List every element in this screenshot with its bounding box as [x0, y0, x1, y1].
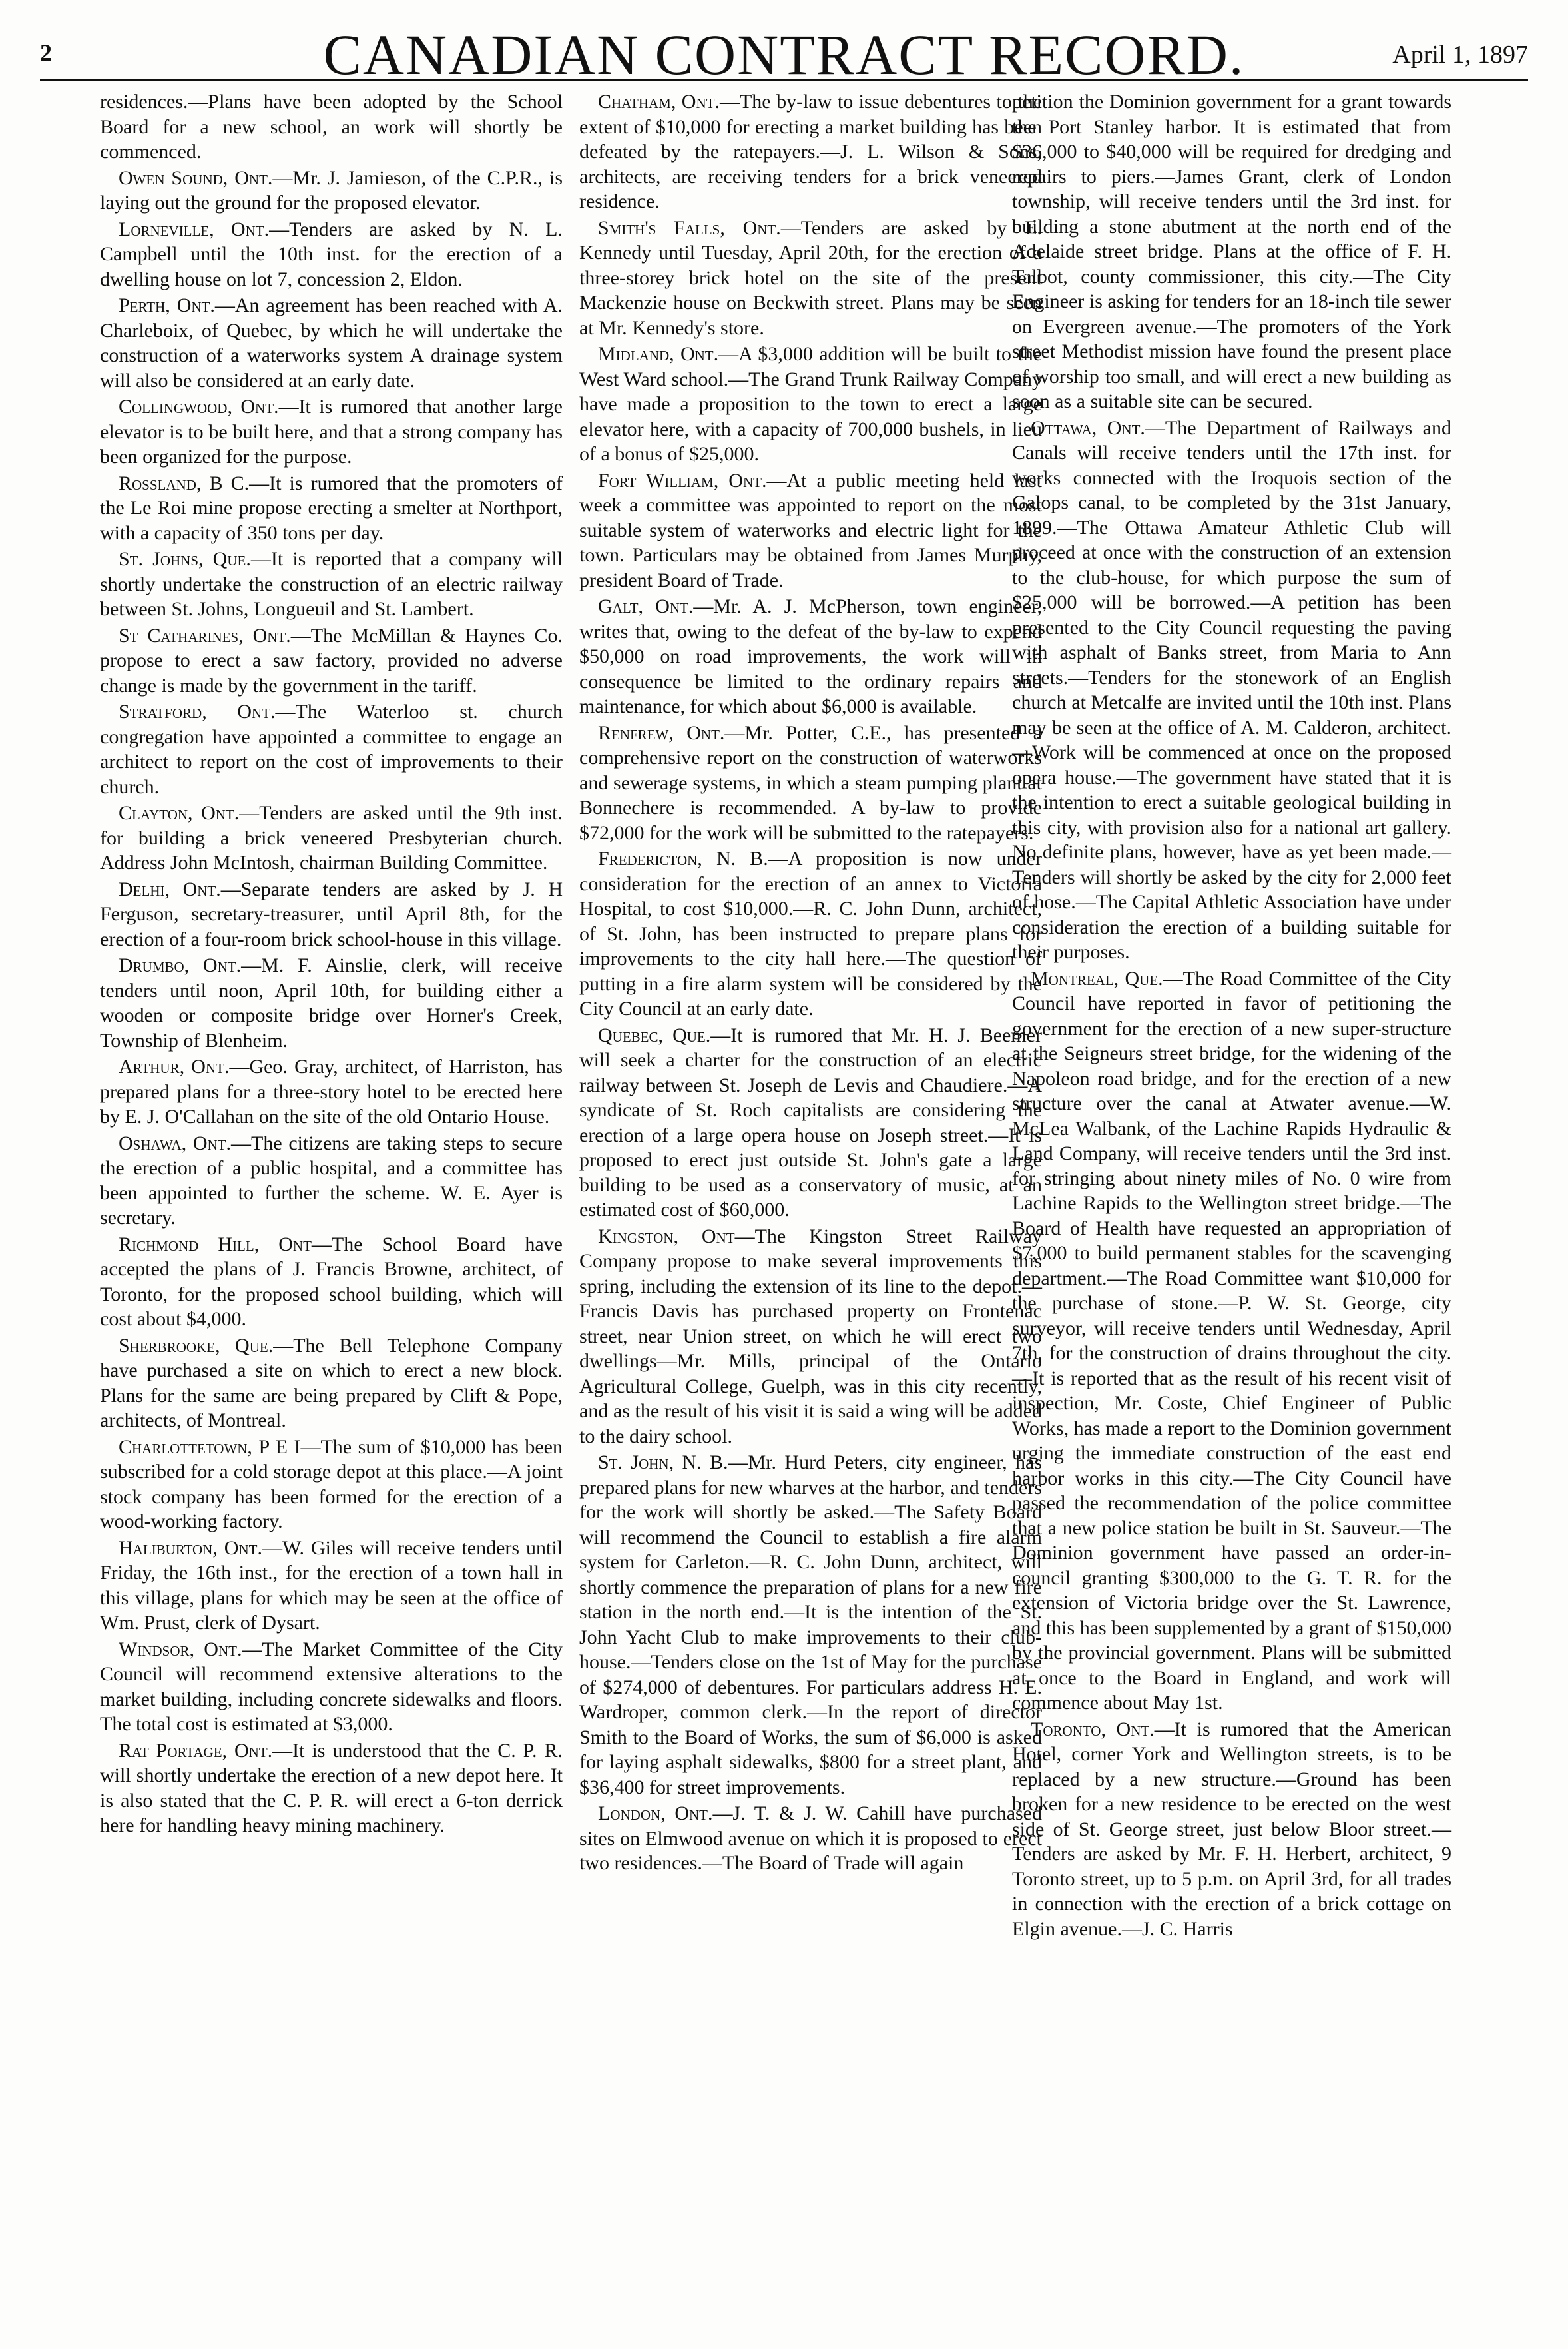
column-2	[579, 89, 1042, 1877]
item-text: —The citizens are taking steps to secure the erection of a public hospital, and a committee has been appointed to further the scheme. W. E. Ayer is secretary.	[100, 1132, 563, 1229]
item-dateline: Arthur, Ont.	[119, 1056, 230, 1078]
item-text: —Tenders are asked until the 9th inst. for building a brick veneered Presbyterian church. Address John McIntosh, chairman Building Committee.	[100, 802, 563, 874]
news-item	[579, 1224, 1042, 1449]
news-item	[579, 216, 1042, 341]
news-item	[100, 1054, 563, 1130]
news-item	[100, 217, 563, 292]
news-item	[100, 166, 563, 216]
item-text: —Tenders are asked by N. L. Campbell until the 10th inst. for the erection of a dwelling house on lot 7, concession 2, Eldon.	[100, 218, 563, 290]
news-item	[579, 342, 1042, 467]
item-dateline: Montreal, Que.	[1031, 967, 1163, 990]
item-dateline: Toronto, Ont.	[1031, 1718, 1155, 1740]
news-item	[100, 471, 563, 546]
news-item	[100, 1738, 563, 1838]
item-text: —The Waterloo st. church congregation have appointed a committee to engage an architect to report on the cost of improvements to their church.	[100, 701, 563, 798]
column-1	[100, 89, 563, 1840]
item-dateline: Fredericton, N. B.	[598, 848, 768, 870]
page-number: 2	[40, 39, 52, 66]
item-dateline: Oshawa, Ont.	[119, 1132, 232, 1154]
item-text: —W. Giles will receive tenders until Friday, the 16th inst., for the erection of a town hall in this village, plans for which may be seen at the office of Wm. Prust, clerk of Dysart.	[100, 1536, 563, 1634]
news-item	[100, 1637, 563, 1737]
item-dateline: Ottawa, Ont.	[1031, 416, 1145, 439]
item-dateline: Rossland, B C.	[119, 472, 250, 494]
item-dateline: Delhi, Ont.	[119, 878, 221, 900]
news-item	[100, 1333, 563, 1433]
news-item	[1012, 416, 1451, 965]
item-text: —The Kingston Street Railway Company propose to make several improvements this spring, including the extension of its line to the depot.—Francis Davis has purchased property on Frontenac street, near Union street, on which he will erect two dwellings—Mr. Mills, principal of the Ontario Agricultural College, Guelph, was in this city recently, and as the result of his visit it is said a wing will be added to the dairy school.	[579, 1225, 1042, 1447]
item-text: petition the Dominion government for a grant towards the Port Stanley harbor. It is estimated that from $36,000 to $40,000 will be required for dredging and repairs to piers.—James Grant, clerk of London township, will receive tenders until the 3rd inst. for building a stone abutment at the north end of the Adelaide street bridge. Plans at the office of F. H. Talbot, county commissioner, this city.—The City Engineer is asking for tenders for an 18-inch tile sewer on Evergreen avenue.—The promoters of the York street Methodist mission have found the present place of worship too small, and will erect a new building as soon as a suitable site can be secured.	[1012, 91, 1451, 412]
item-dateline: Richmond Hill, Ont	[119, 1233, 312, 1255]
item-text: —Tenders are asked by E. Kennedy until Tuesday, April 20th, for the erection of a three-storey brick hotel on the site of the present Mackenzie house on Beckwith street. Plans may be seen at Mr. Kennedy's store.	[579, 216, 1042, 339]
item-dateline: Collingwood, Ont.	[119, 396, 279, 418]
news-item	[579, 594, 1042, 719]
column-3	[1012, 89, 1451, 1943]
news-item	[100, 89, 563, 165]
news-item	[100, 953, 563, 1053]
news-item	[100, 1232, 563, 1332]
item-dateline: Drumbo, Ont.	[119, 954, 242, 976]
item-text: —The Bell Telephone Company have purchased a site on which to erect a new block. Plans for the same are being prepared by Clift & Pope, architects, of Montreal.	[100, 1334, 563, 1431]
item-text: —It is understood that the C. P. R. will shortly undertake the erection of a new depot here. It is also stated that the C. P. R. will erect a 6-ton derrick here for handling heavy mining machinery.	[100, 1739, 563, 1836]
item-dateline: Haliburton, Ont.	[119, 1536, 262, 1559]
item-text: —It is rumored that the American Hotel, corner York and Wellington streets, is to be replaced by a new structure.—Ground has been broken for a new residence to be erected on the west side of St. George street, just below Bloor street.—Tenders are asked by Mr. F. H. Herbert, architect, 9 Toronto street, up to 5 p.m. on April 3rd, for all trades in connection with the erection of a brick cottage on Elgin avenue.—J. C. Harris	[1012, 1718, 1451, 1940]
item-dateline: Lorneville, Ont.	[119, 218, 270, 240]
news-item	[100, 623, 563, 699]
item-text: —Mr. J. Jamieson, of the C.P.R., is laying out the ground for the proposed elevator.	[100, 167, 563, 214]
item-text: —The McMillan & Haynes Co. propose to erect a saw factory, provided no adverse change is made by the government in the tariff.	[100, 624, 563, 697]
item-text: —It is rumored that the promoters of the Le Roi mine propose erecting a smelter at Northport, with a capacity of 350 tons per day.	[100, 472, 563, 544]
news-item	[100, 293, 563, 393]
item-dateline: Midland, Ont.	[598, 343, 719, 365]
item-dateline: Chatham, Ont.	[598, 91, 720, 113]
item-dateline: Fort William, Ont.	[598, 469, 767, 492]
item-dateline: Owen Sound, Ont.	[119, 167, 273, 189]
item-dateline: Stratford, Ont.	[119, 701, 276, 723]
item-text: —The by-law to issue debentures to the extent of $10,000 for erecting a market building has been defeated by the ratepayers.—J. L. Wilson & Sons, architects, are receiving tenders for a brick veneered residence.	[579, 91, 1042, 212]
item-dateline: Smith's Falls, Ont.	[598, 216, 781, 239]
news-item	[1012, 89, 1451, 414]
news-item	[100, 1131, 563, 1231]
news-item	[100, 877, 563, 952]
item-dateline: Rat Portage, Ont.	[119, 1739, 273, 1762]
item-text: —At a public meeting held last week a committee was appointed to report on the most suitable system of waterworks and electric light for the town. Particulars may be obtained from James Murphy, president Board of Trade.	[579, 469, 1042, 591]
news-item	[100, 394, 563, 470]
item-dateline: St. Johns, Que.	[119, 548, 251, 570]
item-text: —The Road Committee of the City Council have reported in favor of petitioning the government for the erection of a new super-structure at the Seigneurs street bridge, for the widening of the Napoleon road bridge, and for the erection of a new structure over the canal at Atwater avenue.—W. McLea Walbank, of the Lachine Rapids Hydraulic & Land Company, will receive tenders until the 3rd inst. for stringing about ninety miles of No. 0 wire from Lachine Rapids to the Wellington street bridge.—The Board of Health have requested an appropriation of $7,000 to build permanent stables for the scavenging department.—The Road Committee want $10,000 for the purchase of stone.—P. W. St. George, city surveyor, will receive tenders until Wednesday, April 7th, for the construction of drains throughout the city.—It is reported that as the result of his recent visit of inspection, Mr. Coste, Chief Engineer of Public Works, has made a report to the Dominion government urging the immediate construction of the east end harbor works in this city.—The City Council have passed the recommendation of the police committee that a new police station be built in St. Sauveur.—The Dominion government have passed an order-in-council granting $300,000 to the G. T. R. for the extension of Victoria bridge over the St. Lawrence, and this has been supplemented by a grant of $150,000 by the provincial government. Plans will be submitted at once to the Board in England, and work will commence about May 1st.	[1012, 967, 1451, 1714]
news-item	[579, 1801, 1042, 1876]
news-item	[100, 1536, 563, 1636]
item-text: —The Department of Railways and Canals will receive tenders until the 17th inst. for works connected with the Iroquois section of the Galops canal, to be completed by the 31st January, 1899.—The Ottawa Amateur Athletic Club will proceed at once with the construction of an extension to the club-house, for which purpose the sum of $25,000 will be borrowed.—A petition has been presented to the City Council requesting the paving with asphalt of Banks street, from Maria to Ann streets.—Tenders for the stonework of an English church at Metcalfe are invited until the 10th inst. Plans may be seen at the office of A. M. Calderon, architect.—Work will be commenced at once on the proposed opera house.—The government have stated that it is the intention to erect a suitable geological building in this city, with provision also for a national art gallery. No definite plans, however, have as yet been made.—Tenders will shortly be asked by the city for 2,000 feet of hose.—The Capital Athletic Association have under consideration the erection of a building suitable for their purposes.	[1012, 416, 1451, 963]
item-dateline: St. John, N. B.	[598, 1451, 728, 1473]
item-text: —The School Board have accepted the plans of J. Francis Browne, architect, of Toronto, for the proposed school building, which will cost about $4,000.	[100, 1233, 563, 1330]
news-item	[1012, 966, 1451, 1716]
news-item	[579, 89, 1042, 214]
news-item	[100, 547, 563, 622]
item-text: —Mr. Hurd Peters, city engineer, has prepared plans for new wharves at the harbor, and tenders for the work will shortly be asked.—The Safety Board will recommend the Council to establish a fire alarm system for Carleton.—R. C. John Dunn, architect, will shortly commence the preparation of plans for a new fire station in the north end.—It is the intention of the St. John Yacht Club to make improvements to their club-house.—Tenders close on the 1st of May for the purchase of $274,000 of debentures. For particulars address H. E. Wardroper, common clerk.—In the report of director Smith to the Board of Works, the sum of $6,000 is asked for laying asphalt sidewalks, $800 for a street plant, and $36,400 for street improvements.	[579, 1451, 1043, 1798]
item-text: —Separate tenders are asked by J. H Ferguson, secretary-treasurer, until April 8th, for the erection of a four-room brick school-house in this village.	[100, 878, 563, 950]
masthead	[40, 12, 1528, 87]
issue-date: April 1, 1897	[1392, 41, 1528, 69]
item-dateline: Galt, Ont.	[598, 595, 694, 617]
item-dateline: London, Ont.	[598, 1802, 713, 1824]
news-item	[100, 1435, 563, 1534]
news-item	[1012, 1717, 1451, 1942]
item-text: —A proposition is now under consideration for the erection of an annex to Victoria Hospital, to cost $10,000.—R. C. John Dunn, architect, of St. John, has been instructed to prepare plans for improvements to the city hall here.—The question of putting in a fire alarm system will be considered by the City Council at an early date.	[579, 848, 1042, 1020]
item-dateline: Clayton, Ont.	[119, 802, 240, 824]
item-dateline: Kingston, Ont	[598, 1225, 735, 1247]
item-text: —M. F. Ainslie, clerk, will receive tenders until noon, April 10th, for building either a wooden or composite bridge over Horner's Creek, Township of Blenheim.	[100, 954, 563, 1052]
news-item	[100, 699, 563, 799]
item-text: —Mr. Potter, C.E., has presented a comprehensive report on the construction of waterworks and sewerage systems, in which a steam pumping plant at Bonnechere is recommended. A by-law to provide $72,000 for the work will be submitted to the ratepayers.	[579, 721, 1042, 844]
item-text: —The Market Committee of the City Council will recommend extensive alterations to the market building, including concrete sidewalks and floors. The total cost is estimated at $3,000.	[100, 1638, 563, 1735]
item-text: —Geo. Gray, architect, of Harriston, has prepared plans for a three-story hotel to be erected here by E. J. O'Callahan on the site of the old Ontario House.	[100, 1056, 563, 1128]
item-text: —An agreement has been reached with A. Charleboix, of Quebec, by which he will undertake the construction of a waterworks system A drainage system will also be considered at an early date.	[100, 294, 563, 392]
item-text: —It is rumored that Mr. H. J. Beemer will seek a charter for the construction of an electric railway between St. Joseph de Levis and Chaudiere.—A syndicate of St. Roch capitalists are considering the erection of a large opera house on Joseph street.—It is proposed to erect just outside St. John's gate a large building to be used as a conservatory of music, at an estimated cost of $60,000.	[579, 1024, 1042, 1221]
item-text: —The sum of $10,000 has been subscribed for a cold storage depot at this place.—A joint stock company has been formed for the erection of a wood-working factory.	[100, 1435, 563, 1532]
item-text: —It is reported that a company will shortly undertake the construction of an electric railway between St. Johns, Longueuil and St. Lambert.	[100, 548, 563, 620]
news-item	[579, 721, 1042, 846]
item-dateline: Quebec, Que.	[598, 1024, 711, 1046]
item-dateline: Renfrew, Ont.	[598, 721, 725, 744]
news-item	[100, 801, 563, 876]
item-dateline: Sherbrooke, Que.	[119, 1334, 274, 1357]
item-text: residences.—Plans have been adopted by the School Board for a new school, an work will shortly be commenced.	[100, 91, 563, 163]
item-dateline: St Catharines, Ont.	[119, 624, 291, 647]
item-dateline: Perth, Ont.	[119, 294, 215, 316]
item-text: —A $3,000 addition will be built to the West Ward school.—The Grand Trunk Railway Company have made a proposition to the town to erect a large elevator here, with a capacity of 700,000 bushels, in lieu of a bonus of $25,000.	[579, 343, 1042, 465]
news-item	[579, 1023, 1042, 1223]
news-item	[579, 1450, 1042, 1800]
item-dateline: Charlottetown, P E I	[119, 1435, 301, 1458]
item-text: —Mr. A. J. McPherson, town engineer, writes that, owing to the defeat of the by-law to expend $50,000 on road improvements, the work will in consequence be limited to the ordinary repairs and maintenance, for which about $6,000 is available.	[579, 595, 1043, 717]
publication-title: CANADIAN CONTRACT RECORD.	[323, 23, 1245, 87]
item-text: —J. T. & J. W. Cahill have purchased sites on Elmwood avenue on which it is proposed to erect two residences.—The Board of Trade will again	[579, 1802, 1042, 1874]
item-dateline: Windsor, Ont.	[119, 1638, 242, 1660]
news-item	[579, 846, 1042, 1022]
news-item	[579, 468, 1042, 593]
item-text: —It is rumored that another large elevator is to be built here, and that a strong company has been organized for the purpose.	[100, 396, 563, 468]
